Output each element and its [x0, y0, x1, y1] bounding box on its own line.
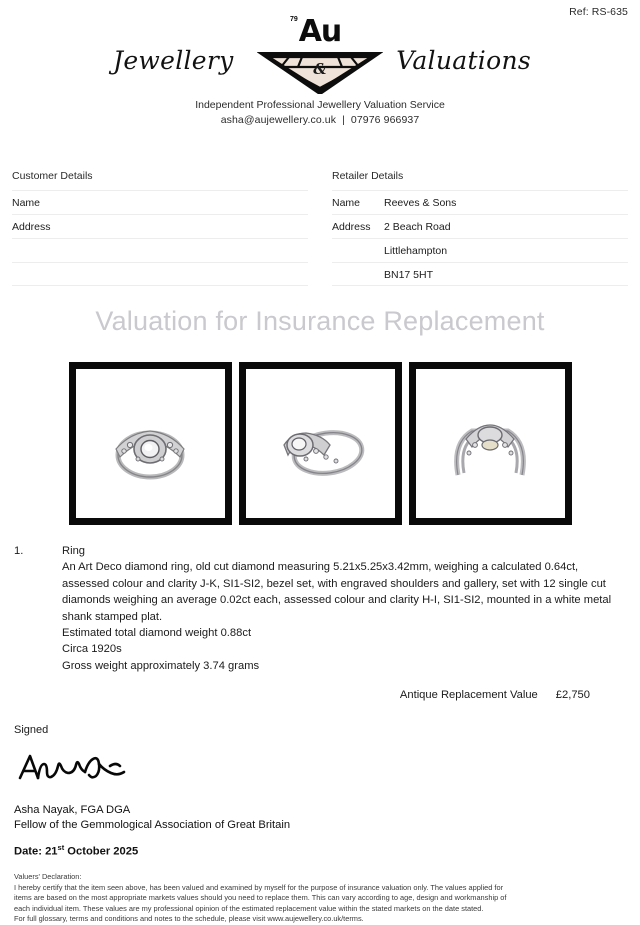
retailer-postcode-value[interactable]: BN17 5HT	[384, 269, 434, 281]
retailer-address-value-2[interactable]: Littlehampton	[384, 245, 448, 257]
replacement-value-label: Antique Replacement Value	[399, 689, 538, 701]
signer-name: Asha Nayak, FGA DGA	[14, 804, 131, 816]
declaration-title: Valuers' Declaration:	[14, 872, 82, 881]
item-name: Ring	[62, 545, 86, 557]
company-logo	[105, 16, 535, 94]
valuers-declaration	[14, 872, 630, 925]
replacement-value-line	[0, 689, 640, 701]
logo-text-valuations: Valuations	[396, 46, 531, 75]
table-row	[12, 190, 308, 214]
customer-address-label: Address	[12, 221, 51, 233]
valuation-date	[14, 843, 138, 858]
reference-number: Ref: RS-635	[569, 6, 628, 18]
company-tagline	[0, 98, 640, 128]
item-circa: Circa 1920s	[62, 643, 122, 656]
ring-photo-side[interactable]	[239, 362, 402, 525]
date-suffix: October 2025	[64, 845, 139, 858]
item-number: 1.	[14, 545, 24, 557]
item-heading	[14, 543, 626, 559]
declaration-line-3: each individual item. These values are my professional opinion of the estimated replacement value within the stated markets on the date stated.	[14, 903, 484, 913]
replacement-value-amount: £2,750	[555, 689, 590, 701]
table-row	[12, 214, 308, 238]
retailer-address-label: Address	[332, 221, 371, 233]
document-header	[0, 0, 640, 128]
logo-text-jewellery: Jewellery	[113, 46, 234, 75]
retailer-address-value[interactable]: 2 Beach Road	[384, 221, 451, 233]
declaration-line-2: items are based on the most appropriate markets values should you need to replace them. This can vary according to age, design and workmanship of	[14, 893, 507, 903]
page-title: Valuation for Insurance Replacement	[95, 306, 545, 336]
table-row	[12, 238, 308, 262]
ring-photo-front[interactable]	[69, 362, 232, 525]
signer-qualification: Fellow of the Gemmological Association of Great Britain	[14, 819, 291, 831]
customer-details-title: Customer Details	[12, 170, 93, 182]
table-row	[332, 262, 628, 286]
item-gross-weight: Gross weight approximately 3.74 grams	[62, 659, 260, 672]
customer-name-label: Name	[12, 197, 41, 209]
contact-line	[0, 113, 640, 128]
tagline-text: Independent Professional Jewellery Valuation Service	[195, 99, 445, 111]
handwritten-signature-icon	[14, 748, 154, 790]
item-description: An Art Deco diamond ring, old cut diamond measuring 5.21x5.25x3.42mm, weighing a calculated 0.64ct, assessed colour and clarity J-K, SI1-SI2, bezel set, with engraved shoulders and gallery, set with 12 single cut diamonds weighing an average 0.02ct each, assessed colour and clarity H-I, SI1-SI2, mounted in a white metal shank stamped plat.	[62, 561, 612, 623]
logo-ampersand: &	[313, 60, 327, 78]
customer-details-table	[12, 170, 308, 286]
retailer-name-label: Name	[332, 197, 361, 209]
table-row	[332, 238, 628, 262]
date-prefix: Date: 21	[14, 845, 58, 858]
ring-side-image	[246, 369, 395, 518]
signature-image	[14, 748, 154, 790]
details-section	[0, 170, 640, 286]
ring-rear-image	[416, 369, 565, 518]
ring-front-image	[76, 369, 225, 518]
diamond-logo-icon	[257, 16, 383, 94]
date-ordinal: st	[57, 843, 65, 852]
declaration-line-4: For full glossary, terms and conditions and notes to the schedule, please visit www.aujewellery.co.uk/terms.	[14, 914, 364, 924]
signed-label: Signed	[14, 724, 49, 736]
ring-photo-rear[interactable]	[409, 362, 572, 525]
retailer-details-title: Retailer Details	[332, 170, 404, 182]
contact-email: asha@aujewellery.co.uk	[220, 114, 337, 126]
retailer-details-table	[332, 170, 628, 286]
declaration-line-1: I hereby certify that the item seen above, has been valued and examined by myself for the purpose of insurance valuation only. The values applied for	[14, 882, 504, 892]
table-row	[332, 214, 628, 238]
item-description-block	[0, 543, 640, 674]
retailer-name-value[interactable]: Reeves & Sons	[384, 197, 457, 209]
table-row	[332, 190, 628, 214]
contact-separator: |	[342, 114, 345, 126]
logo-atomic-number: 79	[290, 16, 298, 23]
logo-au-symbol: Au	[298, 14, 342, 49]
table-row	[12, 262, 308, 286]
item-body	[62, 559, 626, 674]
item-diamond-weight: Estimated total diamond weight 0.88ct	[62, 627, 252, 640]
contact-phone: 07976 966937	[350, 114, 420, 126]
photo-gallery	[0, 362, 640, 525]
